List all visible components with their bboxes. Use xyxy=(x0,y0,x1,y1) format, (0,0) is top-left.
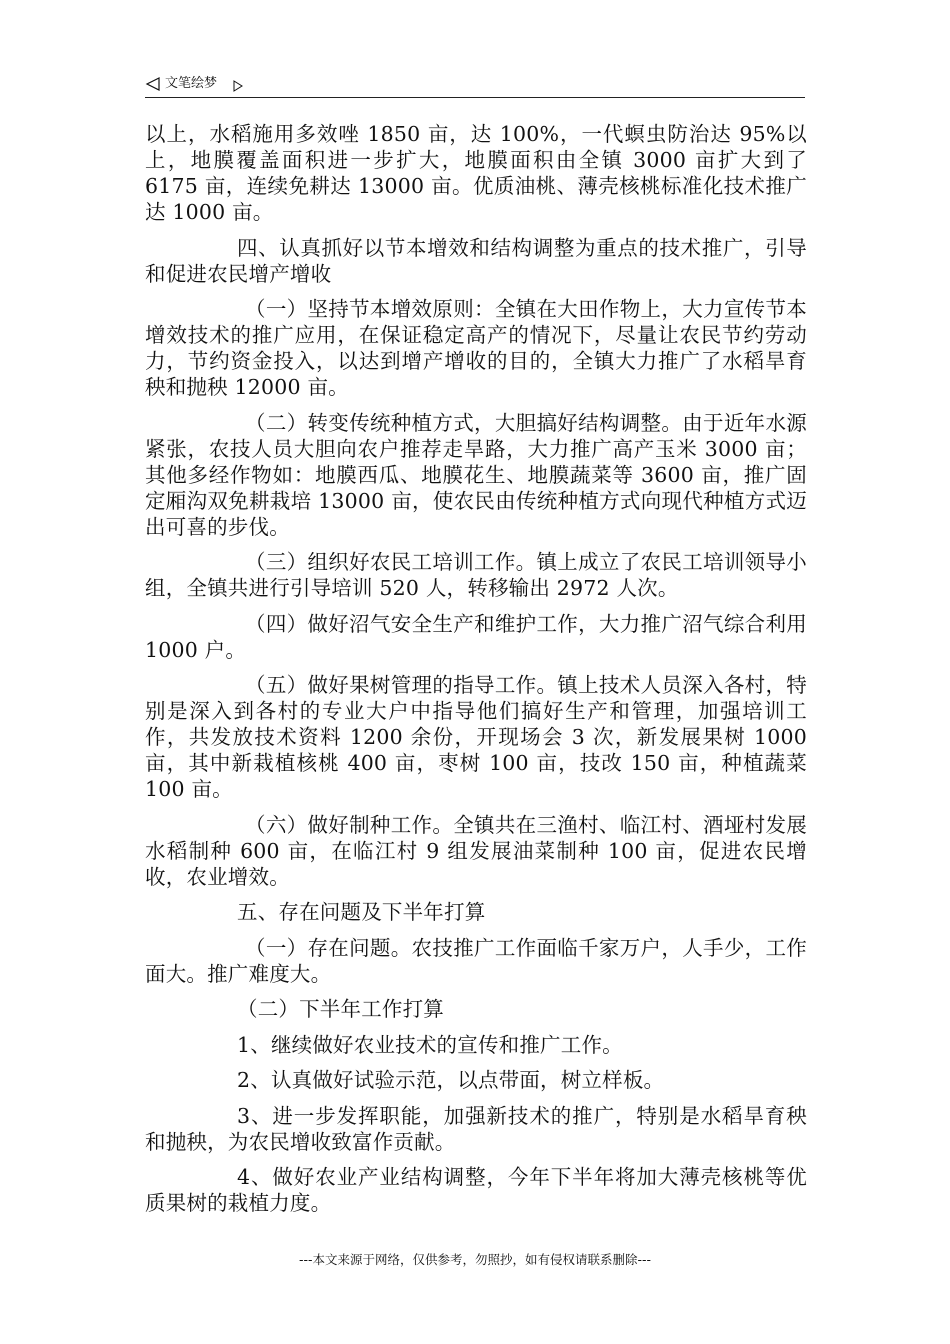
paragraph: （三）组织好农民工培训工作。镇上成立了农民工培训领导小组，全镇共进行引导培训 520 人，转移输出 2972 人次。 xyxy=(145,550,807,600)
page-header xyxy=(145,72,805,98)
triangle-right-icon xyxy=(233,77,243,96)
list-item: 2、认真做好试验示范，以点带面，树立样板。 xyxy=(237,1068,665,1092)
subheading: （二）下半年工作打算 xyxy=(237,997,444,1021)
section-heading: 五、存在问题及下半年打算 xyxy=(237,900,486,924)
header-brand: 文笔绘梦 xyxy=(165,76,218,91)
paragraph: （五）做好果树管理的指导工作。镇上技术人员深入各村，特别是深入到各村的专业大户中指导他们搞好生产和管理，加强培训工作，共发放技术资料 1200 余份，开现场会 3 次，新发展果树 1000 亩，其中新栽植核桃 400 亩，枣树 100 亩，技改 150 亩，种植蔬菜 100 亩。 xyxy=(145,673,807,801)
paragraph: （二）转变传统种植方式，大胆搞好结构调整。由于近年水源紧张，农技人员大胆向农户推荐走旱路，大力推广高产玉米 3000 亩；其他多经作物如：地膜西瓜、地膜花生、地膜蔬菜等 3600 亩，推广固定厢沟双免耕栽培 13000 亩，使农民由传统种植方式向现代种植方式迈出可喜的步伐。 xyxy=(145,410,807,539)
list-item: 4、做好农业产业结构调整，今年下半年将加大薄壳核桃等优质果树的栽植力度。 xyxy=(145,1165,807,1215)
list-item: 1、继续做好农业技术的宣传和推广工作。 xyxy=(237,1032,623,1057)
paragraph: （六）做好制种工作。全镇共在三渔村、临江村、酒垭村发展水稻制种 600 亩，在临江村 9 组发展油菜制种 100 亩，促进农民增收，农业增效。 xyxy=(145,812,807,889)
paragraph: （一）存在问题。农技推广工作面临千家万户，人手少，工作面大。推广难度大。 xyxy=(145,935,807,986)
paragraph: （四）做好沼气安全生产和维护工作，大力推广沼气综合利用 1000 户。 xyxy=(145,611,807,662)
section-heading: 四、认真抓好以节本增效和结构调整为重点的技术推广，引导和促进农民增产增收 xyxy=(145,235,807,286)
list-item: 3、进一步发挥职能，加强新技术的推广，特别是水稻旱育秧和抛秧，为农民增收致富作贡献。 xyxy=(145,1103,807,1154)
document-body xyxy=(145,121,807,1226)
triangle-left-icon xyxy=(145,76,161,96)
page-footer-disclaimer: ---本文来源于网络，仅供参考，勿照抄，如有侵权请联系删除--- xyxy=(298,1252,652,1267)
paragraph: 以上，水稻施用多效唑 1850 亩，达 100%，一代螟虫防治达 95%以上，地膜覆盖面积进一步扩大，地膜面积由全镇 3000 亩扩大到了 6175 亩，连续免耕达 13000 亩。优质油桃、薄壳核桃标准化技术推广达 1000 亩。 xyxy=(145,122,807,224)
paragraph: （一）坚持节本增效原则：全镇在大田作物上，大力宣传节本增效技术的推广应用，在保证稳定高产的情况下，尽量让农民节约劳动力，节约资金投入，以达到增产增收的目的，全镇大力推广了水稻旱育秧和抛秧 12000 亩。 xyxy=(145,297,807,399)
